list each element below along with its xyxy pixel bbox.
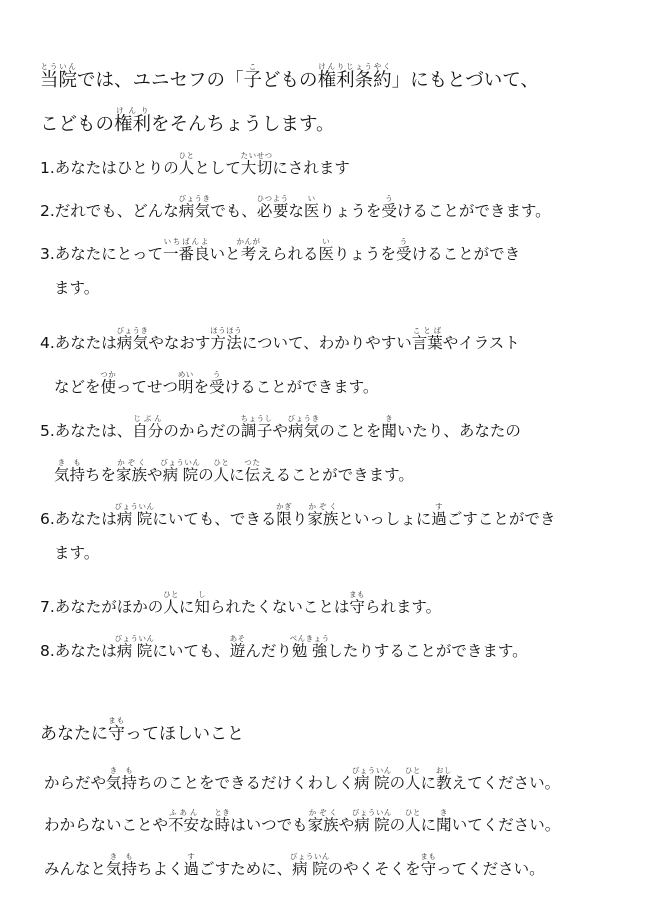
text-run: 1.あなたはひとりの: [40, 159, 179, 177]
furigana: おし: [435, 766, 452, 775]
ruby-word: 病気びょうき: [116, 326, 149, 352]
ruby-word: 言葉ことば: [411, 326, 443, 352]
furigana: ひと: [163, 590, 180, 599]
rights-line: [54, 458, 650, 484]
rights-line: [54, 546, 650, 562]
furigana: じぶん: [132, 414, 164, 423]
text-run: られます。: [364, 598, 442, 616]
furigana: けんり: [114, 106, 152, 115]
text-run: の: [389, 816, 406, 834]
text-run: 5.あなたは、: [40, 422, 133, 440]
text-run: からだや: [44, 774, 107, 792]
text-run: ってほしいこと: [125, 724, 244, 744]
furigana: きも: [106, 766, 138, 775]
text-run: ます。: [54, 544, 100, 562]
text-run: いと: [209, 245, 241, 263]
ruby-word: 病院びょういん: [351, 766, 392, 792]
ruby-word: 必要ひつよう: [256, 194, 289, 220]
ruby-word: 明めい: [177, 370, 194, 396]
text-run: の: [389, 774, 406, 792]
text-run: あなたに: [40, 724, 108, 744]
text-run: ちを: [85, 466, 117, 484]
furigana: かぎ: [276, 502, 293, 511]
ruby-word: 病院びょういん: [351, 808, 392, 834]
ruby-word: 方法ほうほう: [210, 326, 243, 352]
ruby-word: 受う: [209, 370, 225, 396]
ruby-word: 気持きも: [106, 766, 138, 792]
furigana: ひと: [404, 808, 421, 817]
ruby-word: 調子ちょうし: [240, 414, 273, 440]
furigana: びょうき: [178, 194, 211, 203]
text-run: にいても、: [152, 642, 230, 660]
duties-heading-line: [40, 716, 650, 743]
ruby-word: 受う: [381, 194, 397, 220]
furigana: す: [183, 852, 200, 861]
text-run: どもの: [262, 70, 318, 91]
text-run: にいても、できる: [152, 510, 277, 528]
furigana: まも: [349, 590, 366, 599]
text-run: いてください。: [451, 816, 561, 834]
text-run: などを: [54, 378, 101, 396]
text-run: けることができます。: [224, 378, 379, 396]
ruby-word: 人ひと: [178, 151, 195, 177]
furigana: びょうき: [116, 326, 149, 335]
furigana: かぞく: [307, 808, 339, 817]
ruby-word: 権利条約けんりじょうやく: [317, 62, 392, 91]
text-run: のからだの: [163, 422, 241, 440]
ruby-word: 遊あそ: [229, 634, 246, 660]
intro-line: [40, 62, 650, 91]
text-run: に: [178, 598, 195, 616]
ruby-word: 不安ふあん: [168, 808, 200, 834]
ruby-word: 守まも: [108, 716, 125, 744]
ruby-word: 限かぎ: [276, 502, 293, 528]
furigana: あそ: [229, 634, 246, 643]
ruby-word: 守まも: [420, 852, 437, 878]
ruby-word: 過す: [431, 502, 447, 528]
furigana: つた: [244, 458, 261, 467]
furigana: きも: [106, 852, 138, 861]
furigana: う: [396, 237, 412, 246]
furigana: まも: [108, 716, 125, 725]
ruby-word: 使つか: [100, 370, 117, 396]
furigana: こ: [243, 62, 263, 71]
text-run: ごすことができ: [446, 510, 556, 528]
ruby-word: 伝つた: [244, 458, 261, 484]
ruby-word: 人ひと: [404, 808, 421, 834]
ruby-word: 気持きも: [54, 458, 86, 484]
text-run: やなおす: [148, 334, 211, 352]
text-run: でも、: [210, 202, 257, 220]
rights-line: [40, 502, 650, 528]
rights-line: [40, 326, 650, 352]
ruby-word: 気持きも: [106, 852, 138, 878]
ruby-word: 病気びょうき: [287, 414, 320, 440]
text-run: こどもの: [40, 114, 115, 135]
furigana: とき: [214, 808, 231, 817]
text-run: やイラスト: [442, 334, 520, 352]
text-run: や: [338, 816, 355, 834]
furigana: き: [381, 414, 397, 423]
ruby-word: 子こ: [243, 62, 263, 91]
furigana: す: [431, 502, 447, 511]
ruby-word: 権利けんり: [114, 106, 152, 135]
ruby-word: 人ひと: [213, 458, 230, 484]
furigana: めい: [177, 370, 194, 379]
rights-line: [40, 237, 650, 263]
text-run: にされます: [272, 159, 350, 177]
text-run: 8.あなたは: [40, 642, 117, 660]
text-run: えてください。: [451, 774, 561, 792]
ruby-word: 知し: [194, 590, 210, 616]
text-run: に: [229, 466, 245, 484]
furigana: う: [209, 370, 225, 379]
duty-line: [44, 852, 650, 878]
furigana: かんが: [236, 237, 261, 246]
text-run: をそんちょうします。: [151, 114, 335, 135]
rights-line: [54, 281, 650, 297]
text-run: では、ユニセフの「: [77, 70, 244, 91]
furigana: い: [303, 194, 320, 203]
ruby-word: 医い: [318, 237, 335, 263]
text-run: したりすることができます。: [327, 642, 528, 660]
text-run: ちよく: [137, 860, 184, 878]
text-run: ってください。: [436, 860, 545, 878]
furigana: びょういん: [289, 852, 330, 861]
furigana: ちょうし: [240, 414, 273, 423]
ruby-word: 聞き: [436, 808, 452, 834]
text-run: といっしょに: [338, 510, 432, 528]
ruby-word: 病気びょうき: [178, 194, 211, 220]
furigana: びょういん: [160, 458, 201, 467]
text-run: はいつでも: [230, 816, 308, 834]
ruby-word: 守まも: [349, 590, 366, 616]
text-run: り: [291, 510, 308, 528]
ruby-word: 当院とういん: [40, 62, 78, 91]
furigana: けんりじょうやく: [317, 62, 392, 71]
ruby-word: 人ひと: [163, 590, 180, 616]
furigana: かぞく: [307, 502, 339, 511]
intro-line: [40, 106, 650, 135]
furigana: とういん: [40, 62, 78, 71]
text-run: けることができ: [411, 245, 521, 263]
ruby-word: 過す: [183, 852, 200, 878]
text-run: に: [420, 774, 437, 792]
text-run: として: [194, 159, 241, 177]
text-run: ってせつ: [116, 378, 179, 396]
text-run: 2.だれでも、どんな: [40, 202, 179, 220]
furigana: い: [318, 237, 335, 246]
ruby-word: 病院びょういん: [114, 502, 155, 528]
text-run: な: [288, 202, 304, 220]
text-run: ます。: [54, 279, 100, 297]
furigana: べんきょう: [289, 634, 330, 643]
text-run: 3.あなたにとって: [40, 245, 163, 263]
furigana: いちばんよ: [162, 237, 210, 246]
ruby-word: 家族かぞく: [116, 458, 148, 484]
text-run: 6.あなたは: [40, 510, 117, 528]
duty-line: [44, 808, 650, 834]
furigana: まも: [420, 852, 437, 861]
ruby-word: 人ひと: [404, 766, 421, 792]
ruby-word: 時とき: [214, 808, 231, 834]
furigana: きも: [54, 458, 86, 467]
furigana: き: [436, 808, 452, 817]
furigana: ことば: [411, 326, 443, 335]
ruby-word: 家族かぞく: [307, 808, 339, 834]
ruby-word: 考かんが: [236, 237, 261, 263]
text-run: に: [420, 816, 437, 834]
rights-line: [54, 370, 650, 396]
text-run: や: [147, 466, 163, 484]
furigana: かぞく: [116, 458, 148, 467]
furigana: う: [381, 194, 397, 203]
rights-line: [40, 414, 650, 440]
text-run: ごすために、: [199, 860, 293, 878]
furigana: ひと: [178, 151, 195, 160]
furigana: たいせつ: [240, 151, 273, 160]
ruby-word: 病院びょういん: [114, 634, 155, 660]
text-run: んだり: [245, 642, 292, 660]
ruby-word: 家族かぞく: [307, 502, 339, 528]
ruby-word: 大切たいせつ: [240, 151, 273, 177]
ruby-word: 医い: [303, 194, 320, 220]
text-run: けることができます。: [396, 202, 551, 220]
text-run: について、わかりやすい: [241, 334, 412, 352]
text-run: られたくないことは: [209, 598, 350, 616]
ruby-word: 病院びょういん: [160, 458, 201, 484]
furigana: ひと: [213, 458, 230, 467]
rights-line: [40, 590, 650, 616]
furigana: つか: [100, 370, 117, 379]
text-run: みんなと: [44, 860, 107, 878]
text-run: を: [193, 378, 210, 396]
text-run: の: [198, 466, 214, 484]
furigana: ふあん: [168, 808, 200, 817]
text-run: えることができます。: [260, 466, 414, 484]
furigana: びょういん: [114, 502, 155, 511]
text-run: な: [199, 816, 215, 834]
rights-line: [40, 194, 650, 220]
rights-line: [40, 151, 650, 177]
text-run: いたり、あなたの: [396, 422, 521, 440]
furigana: し: [194, 590, 210, 599]
text-run: 7.あなたがほかの: [40, 598, 164, 616]
ruby-word: 受う: [396, 237, 412, 263]
text-run: わからないことや: [44, 816, 169, 834]
text-run: のやくそくを: [327, 860, 421, 878]
furigana: びょうき: [287, 414, 320, 423]
furigana: びょういん: [351, 766, 392, 775]
ruby-word: 一番良いちばんよ: [162, 237, 210, 263]
furigana: びょういん: [114, 634, 155, 643]
text-run: のことを: [319, 422, 382, 440]
furigana: ひと: [404, 766, 421, 775]
ruby-word: 聞き: [381, 414, 397, 440]
text-run: えられる: [256, 245, 319, 263]
text-run: ちのことをできるだけくわしく: [137, 774, 355, 792]
furigana: びょういん: [351, 808, 392, 817]
text-run: 4.あなたは: [40, 334, 117, 352]
ruby-word: 自分じぶん: [132, 414, 164, 440]
ruby-word: 勉強べんきょう: [289, 634, 330, 660]
text-run: 」にもとづいて、: [391, 70, 539, 91]
rights-line: [40, 634, 650, 660]
duty-line: [44, 766, 650, 792]
ruby-word: 教おし: [435, 766, 452, 792]
text-run: りょうを: [319, 202, 382, 220]
ruby-word: 病院びょういん: [289, 852, 330, 878]
text-run: りょうを: [334, 245, 397, 263]
furigana: ほうほう: [210, 326, 243, 335]
text-run: や: [272, 422, 288, 440]
furigana: ひつよう: [256, 194, 289, 203]
